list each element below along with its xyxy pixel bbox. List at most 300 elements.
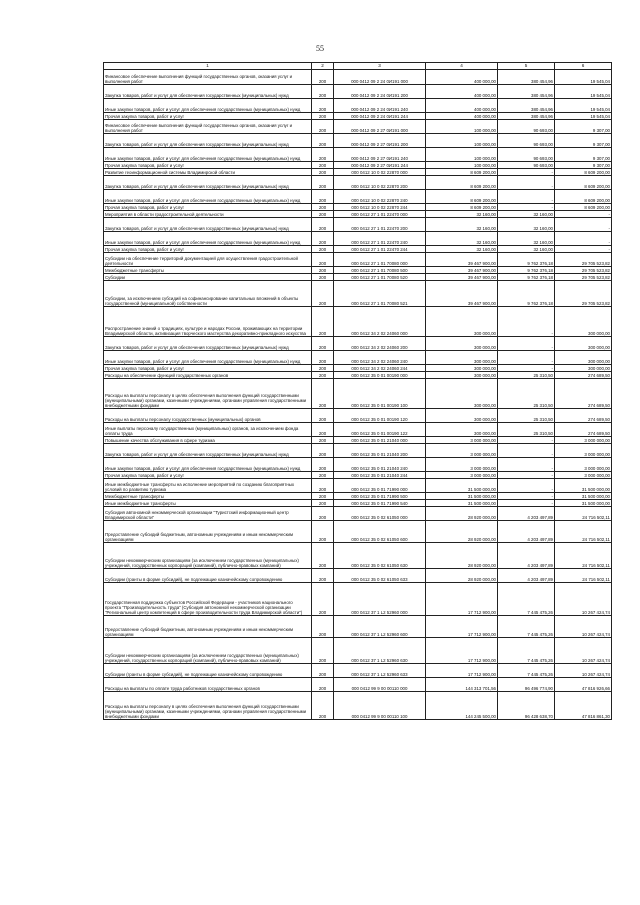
row-remaining-cell: 24 716 502,11 [555,521,612,543]
table-row [104,437,612,444]
row-code-cell: 200 [312,638,334,664]
row-remaining-cell: 300 000,00 [555,365,612,372]
row-kbk-cell: 000 0412 09 2 27 0И191 000 [334,120,426,134]
row-code-cell: 200 [312,583,334,616]
row-remaining-cell: 8 609 200,00 [555,190,612,204]
row-code-cell: 200 [312,169,334,176]
row-executed-cell: 7 445 475,26 [498,616,555,638]
row-kbk-cell: 000 0412 27 1 01 70080 000 [334,253,426,267]
row-approved-cell: 32 160,00 [426,246,498,253]
row-executed-cell: 90 693,00 [498,162,555,169]
row-remaining-cell: - [555,246,612,253]
row-approved-cell: 300 000,00 [426,307,498,337]
row-approved-cell: 39 467 900,00 [426,281,498,307]
row-kbk-cell: 000 0412 35 0 01 00190 120 [334,409,426,423]
row-name-cell: Повышение качества обслуживания в сфере туризма [104,437,312,444]
budget-table [103,62,612,720]
row-approved-cell: 300 000,00 [426,372,498,379]
row-executed-cell: 9 762 376,18 [498,253,555,267]
row-remaining-cell: 8 609 200,00 [555,169,612,176]
row-approved-cell: 31 500 000,00 [426,479,498,493]
row-code-cell: 200 [312,204,334,211]
row-kbk-cell: 000 0412 35 0 01 00190 122 [334,423,426,437]
row-name-cell: Закупка товаров, работ и услуг для обеспечения государственных (муниципальных) нужд [104,218,312,232]
row-remaining-cell: 31 500 000,00 [555,500,612,507]
table-row [104,365,612,372]
row-kbk-cell: 000 0412 35 0 01 71990 500 [334,493,426,500]
row-kbk-cell: 000 0412 37 1 L2 52960 633 [334,664,426,678]
table-row [104,543,612,569]
row-remaining-cell: - [555,232,612,246]
row-remaining-cell: 10 267 424,74 [555,616,612,638]
row-approved-cell: 144 245 500,00 [426,692,498,720]
row-remaining-cell: 47 816 861,30 [555,692,612,720]
row-name-cell: Закупка товаров, работ и услуг для обеспечения государственных (муниципальных) нужд [104,176,312,190]
row-remaining-cell: 29 705 523,82 [555,274,612,281]
row-code-cell: 200 [312,307,334,337]
row-code-cell: 200 [312,472,334,479]
row-approved-cell: 17 712 900,00 [426,616,498,638]
row-executed-cell: 90 693,00 [498,148,555,162]
row-name-cell: Предоставление субсидий бюджетным, автономным учреждениям и иным некоммерческим организациям [104,616,312,638]
row-executed-cell: - [498,176,555,190]
table-header-row [104,63,612,70]
row-name-cell: Субсидии на обеспечение территорий документацией для осуществления градостроительной деятельности [104,253,312,267]
row-approved-cell: 28 920 000,00 [426,569,498,583]
row-name-cell: Расходы на выплаты персоналу государственных (муниципальных) органов [104,409,312,423]
row-executed-cell: 7 445 475,26 [498,638,555,664]
row-kbk-cell: 000 0412 35 0 01 00190 000 [334,372,426,379]
row-remaining-cell: 19 545,04 [555,99,612,113]
row-executed-cell: 96 428 638,70 [498,692,555,720]
row-remaining-cell: 274 689,50 [555,423,612,437]
row-approved-cell: 32 160,00 [426,218,498,232]
row-kbk-cell: 000 0412 09 2 27 0И191 244 [334,162,426,169]
row-kbk-cell: 000 0412 27 1 01 70080 500 [334,267,426,274]
header-cell: 1 [104,63,312,70]
row-name-cell: Субсидии (гранты в форме субсидий), не подлежащие казначейскому сопровождению [104,664,312,678]
row-remaining-cell: 274 689,50 [555,372,612,379]
row-code-cell: 200 [312,543,334,569]
row-executed-cell: - [498,337,555,351]
row-approved-cell: 100 000,00 [426,148,498,162]
row-kbk-cell: 000 0412 34 2 02 24060 240 [334,351,426,365]
table-row [104,423,612,437]
table-row [104,211,612,218]
row-kbk-cell: 000 0412 27 1 01 70080 521 [334,281,426,307]
table-row [104,113,612,120]
row-executed-cell: - [498,351,555,365]
table-row [104,85,612,99]
table-row [104,281,612,307]
row-remaining-cell: 9 307,00 [555,134,612,148]
table-row [104,204,612,211]
row-name-cell: Иные закупки товаров, работ и услуг для обеспечения государственных (муниципальных) нужд [104,458,312,472]
row-kbk-cell: 000 0412 34 2 02 24060 244 [334,365,426,372]
row-code-cell: 200 [312,148,334,162]
row-approved-cell: 3 000 000,00 [426,458,498,472]
row-name-cell: Финансовое обеспечение выполнения функций государственных органов, оказания услуг и выполнения работ [104,70,312,85]
row-executed-cell: 32 160,00 [498,218,555,232]
row-kbk-cell: 000 0412 34 2 02 24060 200 [334,337,426,351]
row-kbk-cell: 000 0412 10 0 02 22870 240 [334,190,426,204]
row-remaining-cell: 24 716 502,11 [555,507,612,521]
row-executed-cell: - [498,169,555,176]
table-row [104,521,612,543]
row-code-cell: 200 [312,678,334,692]
row-approved-cell: 100 000,00 [426,134,498,148]
row-name-cell: Иные закупки товаров, работ и услуг для обеспечения государственных (муниципальных) нужд [104,232,312,246]
row-approved-cell: 100 000,00 [426,162,498,169]
row-kbk-cell: 000 0412 35 0 02 61050 630 [334,543,426,569]
row-remaining-cell: 274 689,50 [555,379,612,409]
table-row [104,337,612,351]
row-executed-cell: 4 203 497,89 [498,543,555,569]
row-approved-cell: 31 500 000,00 [426,500,498,507]
row-approved-cell: 3 000 000,00 [426,444,498,458]
row-approved-cell: 8 609 200,00 [426,176,498,190]
row-executed-cell: 32 160,00 [498,232,555,246]
row-kbk-cell: 000 0412 35 0 01 21040 200 [334,444,426,458]
row-executed-cell: 380 454,96 [498,99,555,113]
row-code-cell: 200 [312,444,334,458]
table-body [104,63,612,720]
row-executed-cell: - [498,307,555,337]
row-name-cell: Иные закупки товаров, работ и услуг для обеспечения государственных (муниципальных) нужд [104,190,312,204]
row-executed-cell: 380 454,96 [498,113,555,120]
row-executed-cell: - [498,365,555,372]
row-code-cell: 200 [312,113,334,120]
row-kbk-cell: 000 0412 35 0 02 61050 633 [334,569,426,583]
row-name-cell: Расходы на выплаты персоналу в целях обеспечения выполнения функций государственными (муниципальными) органами, казенными учреждениями, органами управления государственными внебюджетными фондами [104,692,312,720]
row-code-cell: 200 [312,99,334,113]
table-row [104,479,612,493]
row-approved-cell: 400 000,00 [426,70,498,85]
row-remaining-cell: 19 545,04 [555,113,612,120]
row-name-cell: Иные межбюджетные трансферты на исполнение мероприятий по созданию благоприятных условий по развитию туризма [104,479,312,493]
table-row [104,190,612,204]
row-kbk-cell: 000 0412 10 0 02 22870 244 [334,204,426,211]
row-remaining-cell: 9 307,00 [555,148,612,162]
row-name-cell: Государственная поддержка субъектов Российской Федерации - участников национального проекта "Производительность труда" (Субсидия автономной некоммерческой организации "Региональный центр компетенций в сфере производительности труда Владимирской области") [104,583,312,616]
table-row [104,70,612,85]
row-kbk-cell: 000 0412 27 1 01 22470 000 [334,211,426,218]
row-code-cell: 200 [312,337,334,351]
row-code-cell: 200 [312,190,334,204]
row-executed-cell: 96 496 774,90 [498,678,555,692]
row-approved-cell: 400 000,00 [426,99,498,113]
row-executed-cell: 9 762 376,18 [498,274,555,281]
row-code-cell: 200 [312,176,334,190]
row-executed-cell: 25 310,50 [498,423,555,437]
table-row [104,678,612,692]
table-row [104,379,612,409]
row-executed-cell: 32 160,00 [498,246,555,253]
row-kbk-cell: 000 0412 09 2 24 0И191 244 [334,113,426,120]
row-name-cell: Иные закупки товаров, работ и услуг для обеспечения государственных (муниципальных) нужд [104,351,312,365]
row-executed-cell: 4 203 497,89 [498,507,555,521]
row-executed-cell: 380 454,96 [498,85,555,99]
table-row [104,616,612,638]
row-code-cell: 200 [312,372,334,379]
table-row [104,493,612,500]
page-number: 55 [316,44,324,53]
table-row [104,692,612,720]
row-executed-cell: - [498,500,555,507]
row-code-cell: 200 [312,218,334,232]
row-name-cell: Финансовое обеспечение выполнения функций государственных органов, оказания услуг и выполнения работ [104,120,312,134]
row-kbk-cell: 000 0412 10 0 02 22870 000 [334,169,426,176]
row-approved-cell: 300 000,00 [426,409,498,423]
row-approved-cell: 17 712 900,00 [426,638,498,664]
row-code-cell: 200 [312,437,334,444]
row-kbk-cell: 000 0412 35 0 01 71990 540 [334,500,426,507]
row-approved-cell: 28 920 000,00 [426,521,498,543]
row-code-cell: 200 [312,232,334,246]
row-approved-cell: 17 712 900,00 [426,583,498,616]
row-kbk-cell: 000 0412 09 2 24 0И191 000 [334,70,426,85]
row-code-cell: 200 [312,365,334,372]
row-approved-cell: 28 920 000,00 [426,507,498,521]
row-remaining-cell: 300 000,00 [555,351,612,365]
row-remaining-cell: 31 500 000,00 [555,479,612,493]
row-remaining-cell: 29 705 523,82 [555,281,612,307]
row-code-cell: 200 [312,493,334,500]
row-code-cell: 200 [312,379,334,409]
row-executed-cell: - [498,493,555,500]
row-code-cell: 200 [312,267,334,274]
row-remaining-cell: 47 816 926,66 [555,678,612,692]
row-code-cell: 200 [312,281,334,307]
row-executed-cell: - [498,458,555,472]
row-remaining-cell: 10 267 424,74 [555,638,612,664]
table-row [104,218,612,232]
row-kbk-cell: 000 0412 37 1 L2 52960 600 [334,616,426,638]
row-name-cell: Закупка товаров, работ и услуг для обеспечения государственных (муниципальных) нужд [104,85,312,99]
table-row [104,176,612,190]
table-row [104,99,612,113]
row-name-cell: Закупка товаров, работ и услуг для обеспечения государственных (муниципальных) нужд [104,337,312,351]
row-approved-cell: 300 000,00 [426,337,498,351]
row-name-cell: Предоставление субсидий бюджетным, автономным учреждениям и иным некоммерческим организациям [104,521,312,543]
table-row [104,307,612,337]
row-executed-cell: 9 762 376,18 [498,267,555,274]
row-executed-cell: 7 445 475,26 [498,664,555,678]
row-executed-cell: - [498,472,555,479]
row-name-cell: Распространение знаний о традициях, культуре и народах России, проживающих на территории Владимирской области, активизация творческого мастерства декоративно-прикладного искусства [104,307,312,337]
row-name-cell: Расходы на обеспечение функций государственных органов [104,372,312,379]
row-kbk-cell: 000 0412 34 2 02 24060 000 [334,307,426,337]
row-remaining-cell: 8 609 200,00 [555,204,612,211]
row-approved-cell: 300 000,00 [426,379,498,409]
row-code-cell: 200 [312,569,334,583]
table-row [104,267,612,274]
header-cell: 5 [498,63,555,70]
row-name-cell: Субсидии, за исключением субсидий на софинансирование капитальных вложений в объекты государственной (муниципальной) собственности [104,281,312,307]
table-row [104,472,612,479]
row-approved-cell: 8 609 200,00 [426,204,498,211]
row-remaining-cell: 10 267 424,74 [555,583,612,616]
row-name-cell: Прочая закупка товаров, работ и услуг [104,246,312,253]
row-remaining-cell: 24 716 502,11 [555,569,612,583]
row-remaining-cell: 31 500 000,00 [555,493,612,500]
row-executed-cell: 4 203 497,89 [498,521,555,543]
row-code-cell: 200 [312,274,334,281]
table-row [104,274,612,281]
row-kbk-cell: 000 0412 27 1 01 22470 244 [334,246,426,253]
row-executed-cell: 90 693,00 [498,120,555,134]
row-code-cell: 200 [312,85,334,99]
row-name-cell: Мероприятия в области градостроительной деятельности [104,211,312,218]
row-approved-cell: 39 467 900,00 [426,267,498,274]
row-executed-cell: 7 445 475,26 [498,583,555,616]
row-kbk-cell: 000 0412 27 1 01 70080 520 [334,274,426,281]
row-remaining-cell: 8 609 200,00 [555,176,612,190]
row-name-cell: Расходы на выплаты персоналу в целях обеспечения выполнения функций государственными (муниципальными) органами, казенными учреждениями, органами управления государственными внебюджетными фондами [104,379,312,409]
row-remaining-cell: 19 545,04 [555,70,612,85]
row-name-cell: Субсидии некоммерческим организациям (за исключением государственных (муниципальных) учреждений, государственных корпораций (компаний), публично-правовых компаний) [104,638,312,664]
row-remaining-cell: 19 545,04 [555,85,612,99]
table-row [104,569,612,583]
row-code-cell: 200 [312,479,334,493]
row-approved-cell: 300 000,00 [426,365,498,372]
row-approved-cell: 100 000,00 [426,120,498,134]
row-approved-cell: 144 313 701,56 [426,678,498,692]
row-kbk-cell: 000 0412 35 0 01 21040 244 [334,472,426,479]
row-executed-cell: 380 454,96 [498,70,555,85]
row-name-cell: Прочая закупка товаров, работ и услуг [104,472,312,479]
row-code-cell: 200 [312,521,334,543]
row-approved-cell: 300 000,00 [426,423,498,437]
table-row [104,120,612,134]
row-remaining-cell: 3 000 000,00 [555,472,612,479]
row-approved-cell: 28 920 000,00 [426,543,498,569]
row-kbk-cell: 000 0412 09 2 24 0И191 240 [334,99,426,113]
row-approved-cell: 39 467 900,00 [426,274,498,281]
row-code-cell: 200 [312,351,334,365]
table-row [104,444,612,458]
row-name-cell: Межбюджетные трансферты [104,493,312,500]
row-kbk-cell: 000 0412 35 0 01 71990 000 [334,479,426,493]
row-kbk-cell: 000 0412 09 2 24 0И191 200 [334,85,426,99]
table-row [104,409,612,423]
row-remaining-cell: 9 307,00 [555,120,612,134]
row-kbk-cell: 000 0412 99 9 00 00110 100 [334,692,426,720]
row-code-cell: 200 [312,70,334,85]
row-approved-cell: 400 000,00 [426,85,498,99]
row-code-cell: 200 [312,409,334,423]
row-approved-cell: 3 000 000,00 [426,472,498,479]
row-remaining-cell: 300 000,00 [555,337,612,351]
row-approved-cell: 17 712 900,00 [426,664,498,678]
row-approved-cell: 31 500 000,00 [426,493,498,500]
row-name-cell: Иные выплаты персоналу государственных (муниципальных) органов, за исключением фонда оплаты труда [104,423,312,437]
row-remaining-cell: 3 000 000,00 [555,444,612,458]
header-cell: 4 [426,63,498,70]
row-kbk-cell: 000 0412 09 2 27 0И191 240 [334,148,426,162]
table-row [104,507,612,521]
row-code-cell: 200 [312,507,334,521]
row-code-cell: 200 [312,162,334,169]
row-kbk-cell: 000 0412 35 0 02 61050 000 [334,507,426,521]
row-name-cell: Иные закупки товаров, работ и услуг для обеспечения государственных (муниципальных) нужд [104,99,312,113]
row-executed-cell: 32 160,00 [498,211,555,218]
row-kbk-cell: 000 0412 37 1 L2 52960 000 [334,583,426,616]
row-remaining-cell: 29 705 523,82 [555,253,612,267]
row-remaining-cell: 24 716 502,11 [555,543,612,569]
row-name-cell: Иные межбюджетные трансферты [104,500,312,507]
row-remaining-cell: - [555,218,612,232]
row-approved-cell: 300 000,00 [426,351,498,365]
row-kbk-cell: 000 0412 27 1 01 22470 240 [334,232,426,246]
row-kbk-cell: 000 0412 35 0 02 61050 600 [334,521,426,543]
row-code-cell: 200 [312,692,334,720]
row-approved-cell: 39 467 900,00 [426,253,498,267]
row-remaining-cell: 300 000,00 [555,307,612,337]
row-approved-cell: 400 000,00 [426,113,498,120]
row-approved-cell: 32 160,00 [426,211,498,218]
row-name-cell: Межбюджетные трансферты [104,267,312,274]
table-row [104,232,612,246]
row-name-cell: Субсидии [104,274,312,281]
row-code-cell: 200 [312,500,334,507]
row-name-cell: Расходы на выплаты по оплате труда работников государственных органов [104,678,312,692]
row-name-cell: Закупка товаров, работ и услуг для обеспечения государственных (муниципальных) нужд [104,444,312,458]
row-code-cell: 200 [312,664,334,678]
table-row [104,351,612,365]
row-code-cell: 200 [312,211,334,218]
row-kbk-cell: 000 0412 09 2 27 0И191 200 [334,134,426,148]
table-row [104,372,612,379]
row-remaining-cell: 3 000 000,00 [555,458,612,472]
row-executed-cell: - [498,190,555,204]
row-executed-cell: 25 310,50 [498,409,555,423]
row-name-cell: Иные закупки товаров, работ и услуг для обеспечения государственных (муниципальных) нужд [104,148,312,162]
row-name-cell: Развитие геоинформационной системы Владимирской области [104,169,312,176]
row-remaining-cell: 3 000 000,00 [555,437,612,444]
row-name-cell: Субсидия автономной некоммерческой организации "Туристский информационный центр Владимирской области" [104,507,312,521]
row-remaining-cell: 10 267 424,74 [555,664,612,678]
header-cell: 2 [312,63,334,70]
table-row [104,169,612,176]
table-row [104,458,612,472]
row-approved-cell: 32 160,00 [426,232,498,246]
row-name-cell: Прочая закупка товаров, работ и услуг [104,204,312,211]
table-row [104,246,612,253]
row-executed-cell: - [498,444,555,458]
row-executed-cell: 25 310,50 [498,372,555,379]
row-remaining-cell: 29 705 523,82 [555,267,612,274]
row-code-cell: 200 [312,616,334,638]
table-row [104,162,612,169]
row-code-cell: 200 [312,134,334,148]
header-cell: 3 [334,63,426,70]
table-row [104,583,612,616]
row-remaining-cell: 9 307,00 [555,162,612,169]
table-row [104,638,612,664]
row-code-cell: 200 [312,458,334,472]
row-kbk-cell: 000 0412 37 1 L2 52960 630 [334,638,426,664]
row-approved-cell: 8 609 200,00 [426,190,498,204]
row-executed-cell: - [498,479,555,493]
row-code-cell: 200 [312,246,334,253]
row-remaining-cell: - [555,211,612,218]
header-cell: 6 [555,63,612,70]
row-kbk-cell: 000 0412 35 0 01 00190 100 [334,379,426,409]
table-row [104,134,612,148]
row-name-cell: Субсидии (гранты в форме субсидий), не подлежащие казначейскому сопровождению [104,569,312,583]
row-executed-cell: 9 762 376,18 [498,281,555,307]
